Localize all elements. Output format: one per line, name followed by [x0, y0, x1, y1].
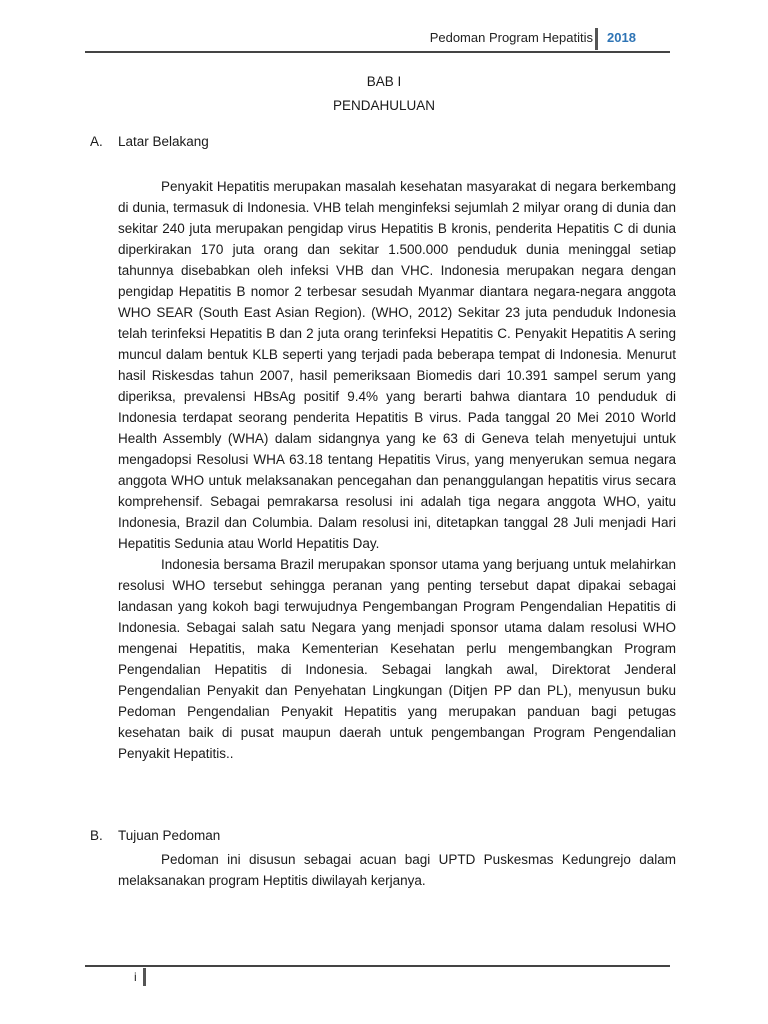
section-b-heading	[90, 828, 220, 843]
page-number: i	[134, 970, 137, 984]
chapter-number: BAB I	[366, 74, 402, 89]
section-b-title: Tujuan Pedoman	[118, 828, 221, 843]
header-divider	[595, 28, 598, 50]
section-a-paragraph-2: Indonesia bersama Brazil merupakan sponsor utama yang berjuang untuk melahirkan resolusi WHO tersebut sehingga peranan yang penting tersebut dapat dipakai sebagai landasan yang kokoh bagi terwujudnya Pengembangan Program Pengendalian Hepatitis di Indonesia. Sebagai salah satu Negara yang menjadi sponsor utama dalam resolusi WHO mengenai Hepatitis, maka Kementerian Kesehatan perlu mengembangkan Program Pengendalian Hepatitis di Indonesia. Sebagai langkah awal, Direktorat Jenderal Pengendalian Penyakit dan Penyehatan Lingkungan (Ditjen PP dan PL), menyusun buku Pedoman Pengendalian Penyakit Hepatitis yang merupakan panduan bagi petugas kesehatan baik di pusat maupun daerah untuk pengembangan Program Pengendalian Penyakit Hepatitis..	[118, 557, 676, 761]
section-a-body	[118, 176, 676, 764]
header-rule	[85, 51, 670, 53]
chapter-heading	[0, 70, 768, 118]
section-a-paragraph-1: Penyakit Hepatitis merupakan masalah kesehatan masyarakat di negara berkembang di dunia, termasuk di Indonesia. VHB telah menginfeksi sejumlah 2 milyar orang di dunia dan sekitar 240 juta merupakan pengidap virus Hepatitis B kronis, penderita Hepatitis C di dunia diperkirakan 170 juta orang dan sekitar 1.500.000 penduduk dunia meninggal setiap tahunnya disebabkan oleh infeksi VHB dan VHC. Indonesia merupakan negara dengan pengidap Hepatitis B nomor 2 terbesar sesudah Myanmar diantara negara-negara anggota WHO SEAR (South East Asian Region). (WHO, 2012) Sekitar 23 juta penduduk Indonesia telah terinfeksi Hepatitis B dan 2 juta orang terinfeksi Hepatitis C. Penyakit Hepatitis A sering muncul dalam bentuk KLB seperti yang terjadi pada beberapa tempat di Indonesia. Menurut hasil Riskesdas tahun 2007, hasil pemeriksaan Biomedis dari 10.391 sampel serum yang diperiksa, prevalensi HBsAg positif 9.4% yang berarti bahwa diantara 10 penduduk di Indonesia terdapat seorang penderita Hepatitis B virus. Pada tanggal 20 Mei 2010 World Health Assembly (WHA) dalam sidangnya yang ke 63 di Geneva telah menyetujui untuk mengadopsi Resolusi WHA 63.18 tentang Hepatitis Virus, yang menyerukan semua negara anggota WHO untuk melaksanakan pencegahan dan penanggulangan hepatitis virus secara komprehensif. Sebagai pemrakarsa resolusi ini adalah tiga negara anggota WHO, yaitu Indonesia, Brazil dan Columbia. Dalam resolusi ini, ditetapkan tanggal 28 Juli menjadi Hari Hepatitis Sedunia atau World Hepatitis Day.	[118, 179, 676, 551]
footer-divider	[143, 968, 146, 986]
footer-rule	[85, 965, 670, 967]
header-year: 2018	[607, 30, 636, 45]
section-a-letter: A.	[90, 134, 103, 149]
section-b-letter: B.	[90, 828, 103, 843]
section-a-heading	[90, 134, 209, 149]
section-b-body	[118, 849, 676, 891]
header-title: Pedoman Program Hepatitis	[429, 30, 593, 45]
chapter-title: PENDAHULUAN	[332, 98, 436, 113]
section-b-paragraph-1: Pedoman ini disusun sebagai acuan bagi UPTD Puskesmas Kedungrejo dalam melaksanakan program Heptitis diwilayah kerjanya.	[118, 852, 676, 888]
section-a-title: Latar Belakang	[118, 134, 209, 149]
